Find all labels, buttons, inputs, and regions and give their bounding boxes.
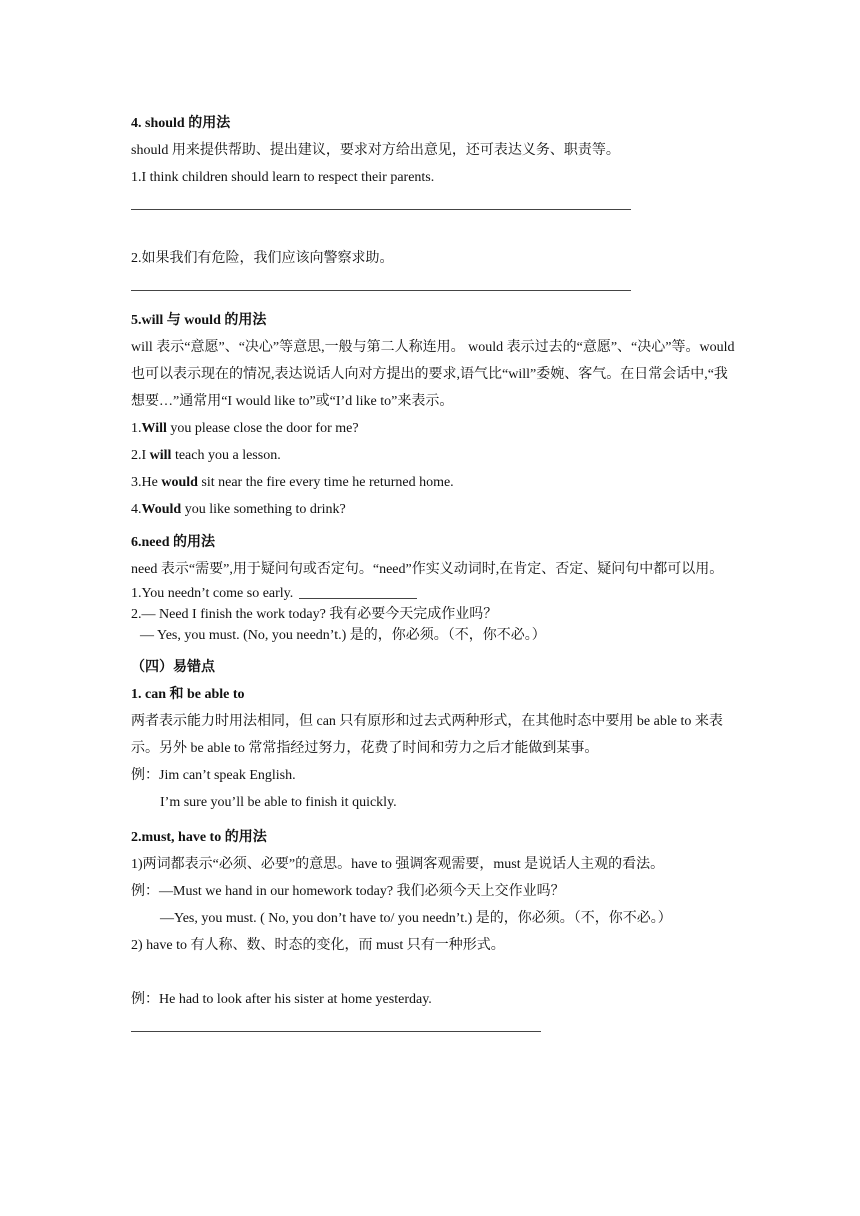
must-example-1: 例：—Must we hand in our homework today? 我们必须今天上交作业吗？ — [131, 884, 565, 899]
need-example-1: 1.You needn’t come so early. — [131, 583, 736, 604]
need-example-2: 2.— Need I finish the work today? 我有必要今天完成作业吗？ — [131, 607, 498, 622]
section-heading-will-would: 5.will 与 would 的用法 — [131, 313, 267, 328]
will-would-description: will 表示“意愿”、“决心”等意思,一般与第二人称连用。 would 表示过去的“意愿”、“决心”等。would 也可以表示现在的情况,表达说话人向对方提出的要求,语气比“will”委婉、客气。在日常会话中,“我想要…”通常用“I would like to”或“I’d like to”来表示。 — [131, 340, 735, 409]
document-page — [131, 106, 736, 1040]
should-example-1: 1.I think children should learn to respect their parents. — [131, 170, 435, 185]
must-have-to-point-1: 1)两词都表示“必须、必要”的意思。have to 强调客观需要，must 是说话人主观的看法。 — [131, 857, 665, 872]
need-example-3: — Yes, you must. (No, you needn’t.) 是的，你必须。（不，你不必。） — [140, 628, 546, 643]
must-have-to-point-2: 2) have to 有人称、数、时态的变化，而 must 只有一种形式。 — [131, 938, 505, 953]
subheading-can-be-able-to: 1. can 和 be able to — [131, 687, 245, 702]
can-example-2: I’m sure you’ll be able to finish it quickly. — [160, 795, 397, 810]
must-example-2: —Yes, you must. ( No, you don’t have to/ you needn’t.) 是的，你必须。（不，你不必。） — [160, 911, 672, 926]
section-heading-mistakes: （四）易错点 — [131, 660, 215, 675]
answer-line[interactable] — [131, 272, 736, 299]
should-description: should 用来提供帮助、提出建议，要求对方给出意见，还可表达义务、职责等。 — [131, 143, 620, 158]
will-would-example-2: 2.I will teach you a lesson. — [131, 448, 281, 463]
answer-line[interactable] — [131, 1013, 736, 1040]
will-would-example-1: 1.Will you please close the door for me? — [131, 421, 359, 436]
must-example-3: 例：He had to look after his sister at home yesterday. — [131, 992, 432, 1007]
subheading-must-have-to: 2.must, have to 的用法 — [131, 830, 267, 845]
section-heading-need: 6.need 的用法 — [131, 535, 215, 550]
answer-line[interactable] — [131, 191, 736, 218]
will-would-example-3: 3.He would sit near the fire every time he returned home. — [131, 475, 454, 490]
answer-blank[interactable] — [299, 584, 417, 599]
need-description: need 表示“需要”,用于疑问句或否定句。“need”作实义动词时,在肯定、否定、疑问句中都可以用。 — [131, 562, 724, 577]
should-example-2: 2.如果我们有危险，我们应该向警察求助。 — [131, 251, 394, 266]
section-heading-should: 4. should 的用法 — [131, 116, 231, 131]
can-be-able-to-description: 两者表示能力时用法相同，但 can 只有原形和过去式两种形式，在其他时态中要用 be able to 来表示。另外 be able to 常常指经过努力，花费了时间和劳力之后才能做到某事。 — [131, 714, 723, 756]
will-would-example-4: 4.Would you like something to drink? — [131, 502, 346, 517]
can-example-1: 例：Jim can’t speak English. — [131, 768, 296, 783]
